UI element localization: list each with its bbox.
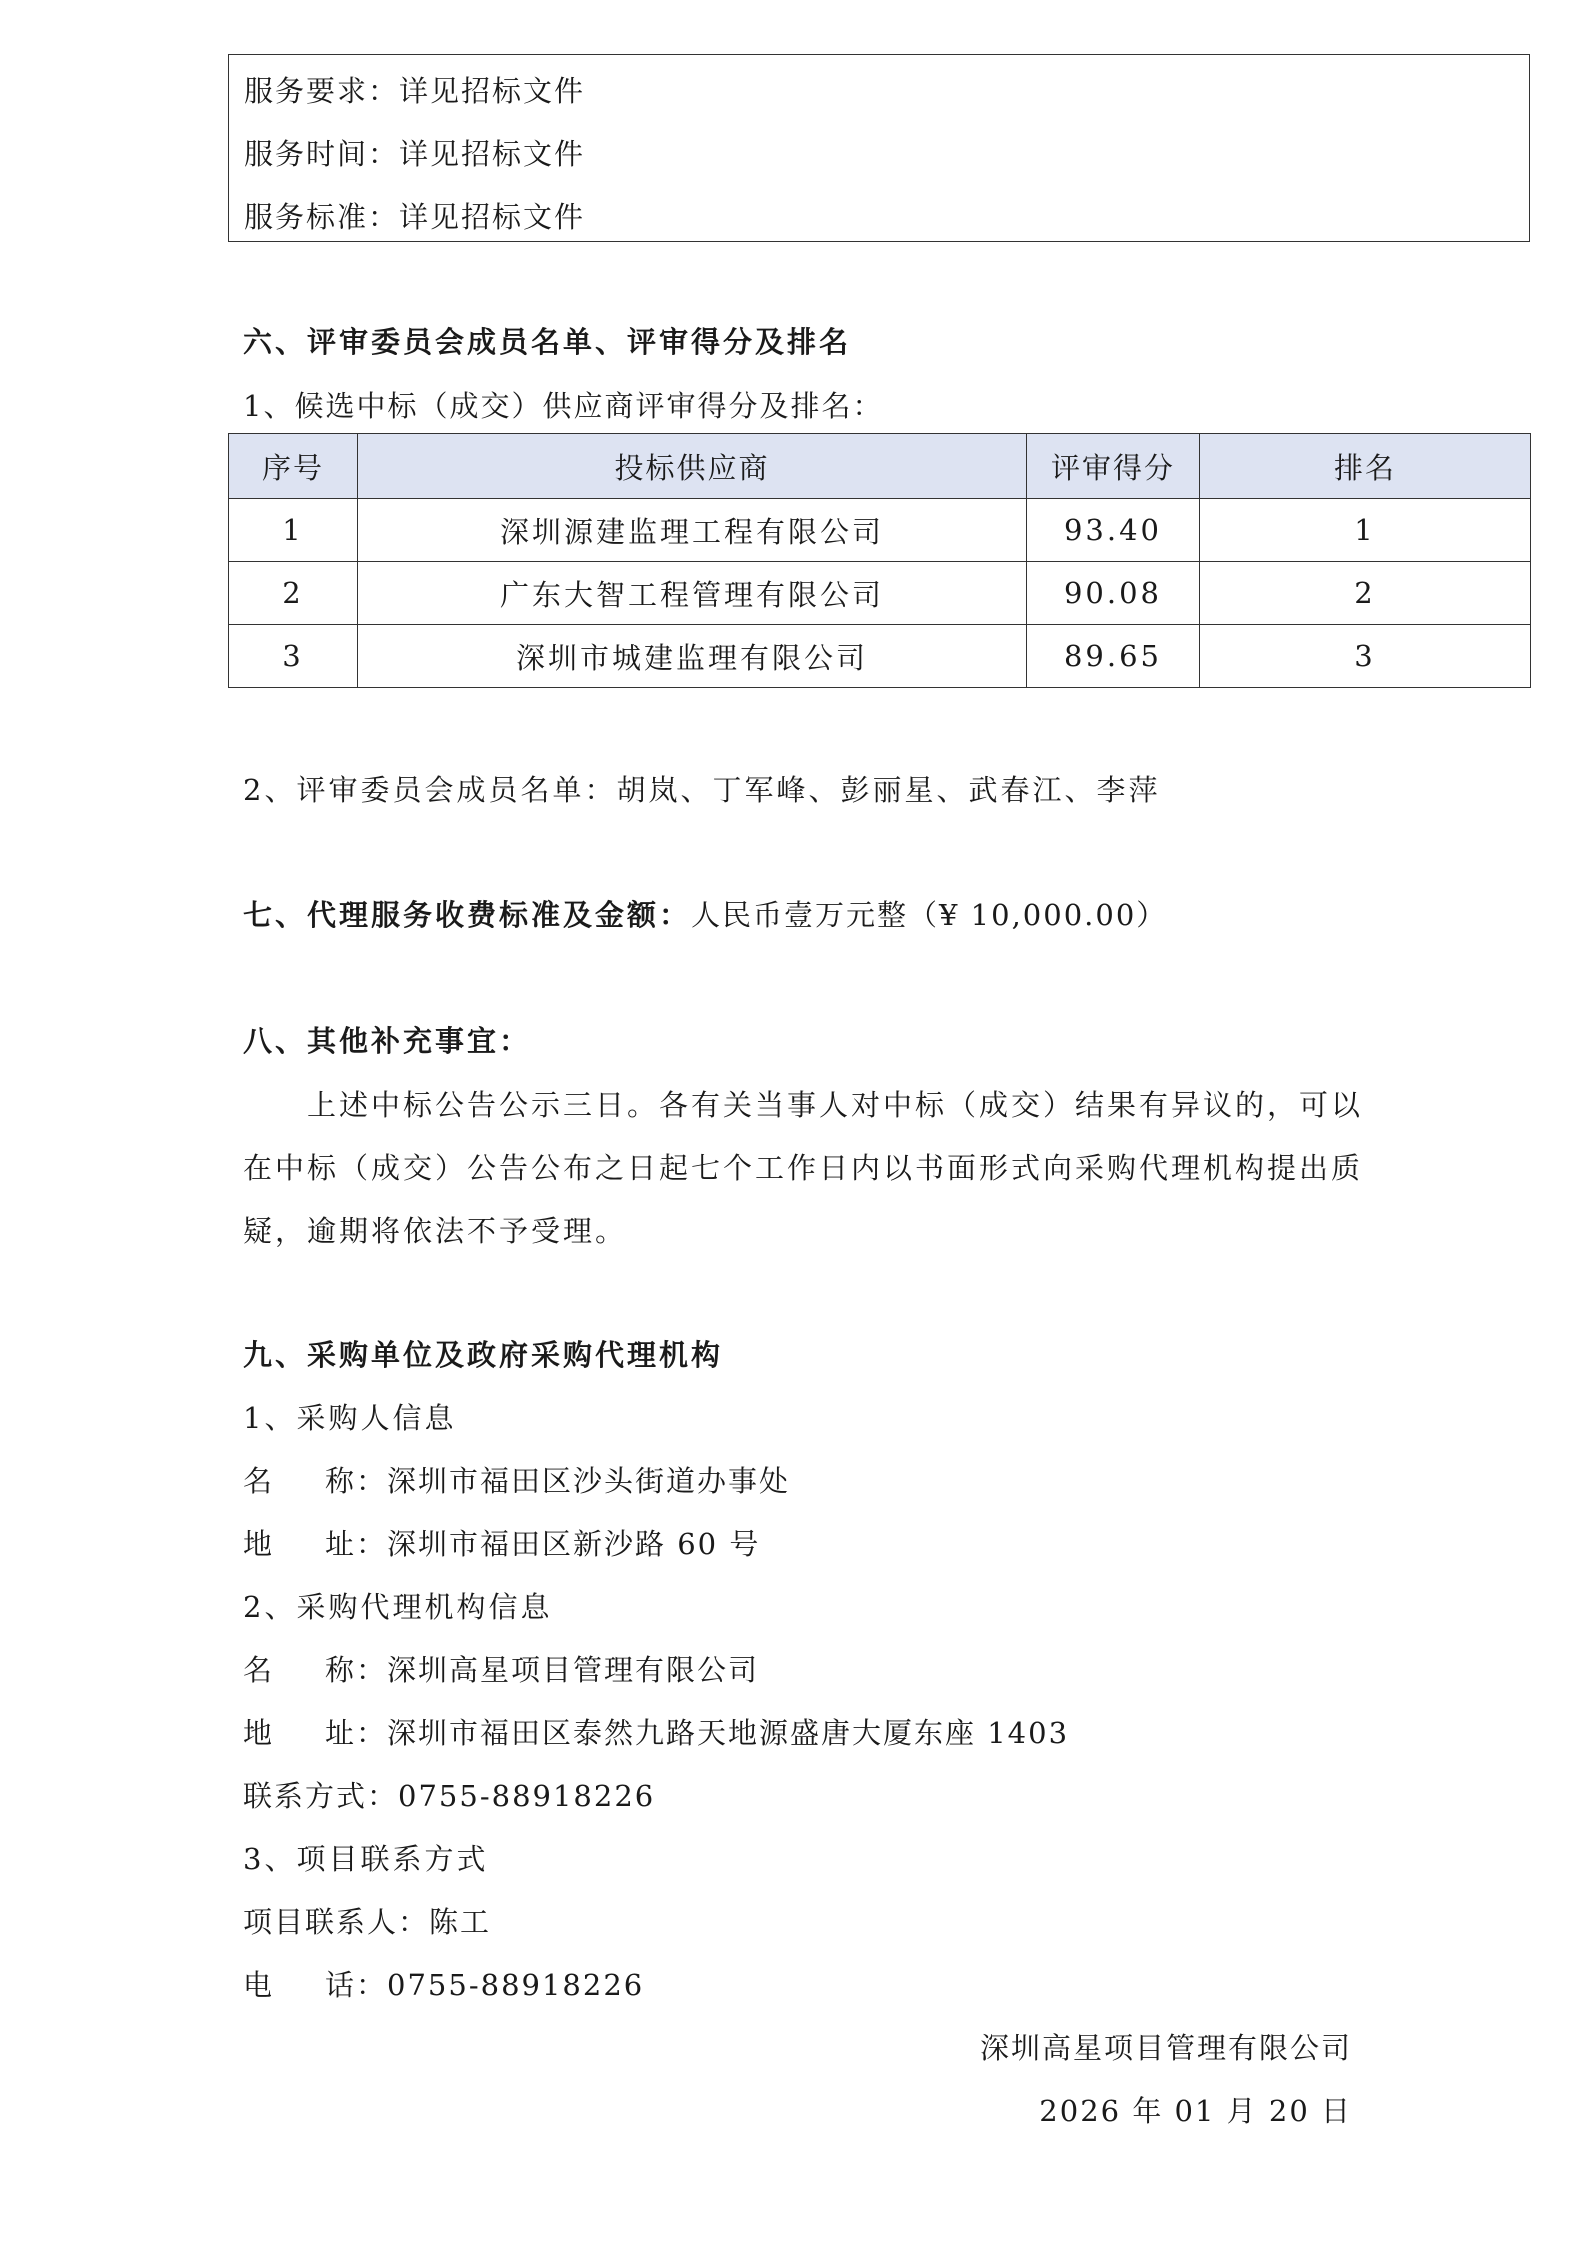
section7-title: 七、代理服务收费标准及金额： bbox=[243, 898, 692, 932]
cell-score: 90.08 bbox=[1027, 562, 1200, 625]
cell-rank: 3 bbox=[1200, 625, 1531, 688]
col-header-rank: 排名 bbox=[1200, 434, 1531, 499]
agency-heading: 2、采购代理机构信息 bbox=[243, 1590, 553, 1624]
cell-rank: 1 bbox=[1200, 499, 1531, 562]
label-char: 地 bbox=[243, 1716, 275, 1750]
project-phone-row bbox=[243, 1963, 644, 2004]
service-requirement-line: 服务要求：详见招标文件 bbox=[244, 74, 586, 108]
score-table-header-row bbox=[229, 434, 1531, 499]
agency-contact: 0755-88918226 bbox=[398, 1779, 656, 1813]
agency-address-row bbox=[243, 1711, 1069, 1752]
col-header-index: 序号 bbox=[229, 434, 358, 499]
signature-date: 2026 年 01 月 20 日 bbox=[1039, 2094, 1352, 2128]
service-info-box bbox=[228, 54, 1530, 242]
project-phone: 0755-88918226 bbox=[387, 1968, 645, 2002]
section8-para-line2: 在中标（成交）公告公布之日起七个工作日内以书面形式向采购代理机构提出质 bbox=[243, 1151, 1364, 1185]
label-char: 称： bbox=[325, 1464, 388, 1498]
label-char: 名 bbox=[243, 1464, 275, 1498]
section8-para-line1: 上述中标公告公示三日。各有关当事人对中标（成交）结果有异议的，可以 bbox=[307, 1088, 1364, 1122]
table-row bbox=[229, 499, 1531, 562]
label-char: 址： bbox=[325, 1527, 388, 1561]
section6-title: 六、评审委员会成员名单、评审得分及排名 bbox=[243, 325, 852, 359]
cell-score: 93.40 bbox=[1027, 499, 1200, 562]
project-person-row bbox=[243, 1900, 491, 1941]
agency-contact-row bbox=[243, 1774, 655, 1815]
table-row bbox=[229, 562, 1531, 625]
section7-value: 人民币壹万元整（¥ 10,000.00） bbox=[691, 898, 1168, 932]
label-char: 电 bbox=[243, 1968, 275, 2002]
cell-supplier: 广东大智工程管理有限公司 bbox=[358, 562, 1027, 625]
purchaser-heading: 1、采购人信息 bbox=[243, 1401, 457, 1435]
purchaser-address: 深圳市福田区新沙路 60 号 bbox=[387, 1527, 761, 1561]
agency-name-row bbox=[243, 1648, 759, 1689]
cell-rank: 2 bbox=[1200, 562, 1531, 625]
cell-score: 89.65 bbox=[1027, 625, 1200, 688]
service-standard-line: 服务标准：详见招标文件 bbox=[244, 200, 586, 234]
label-char: 称： bbox=[325, 1653, 388, 1687]
label-char: 话： bbox=[325, 1968, 388, 2002]
label-char: 地 bbox=[243, 1527, 275, 1561]
purchaser-name: 深圳市福田区沙头街道办事处 bbox=[387, 1464, 791, 1498]
cell-index: 1 bbox=[229, 499, 358, 562]
agency-address: 深圳市福田区泰然九路天地源盛唐大厦东座 1403 bbox=[387, 1716, 1070, 1750]
label-char: 名 bbox=[243, 1653, 275, 1687]
project-heading: 3、项目联系方式 bbox=[243, 1842, 489, 1876]
section6-sub2: 2、评审委员会成员名单：胡岚、丁军峰、彭丽星、武春江、李萍 bbox=[243, 773, 1161, 807]
section8-title: 八、其他补充事宜： bbox=[243, 1024, 532, 1058]
purchaser-address-row bbox=[243, 1522, 760, 1563]
agency-name: 深圳高星项目管理有限公司 bbox=[387, 1653, 760, 1687]
section6-sub1: 1、候选中标（成交）供应商评审得分及排名： bbox=[243, 389, 884, 423]
label-char: 址： bbox=[325, 1716, 388, 1750]
table-row bbox=[229, 625, 1531, 688]
col-header-score: 评审得分 bbox=[1027, 434, 1200, 499]
signature-company: 深圳高星项目管理有限公司 bbox=[979, 2031, 1352, 2065]
col-header-supplier: 投标供应商 bbox=[358, 434, 1027, 499]
score-table bbox=[228, 433, 1531, 688]
service-time-line: 服务时间：详见招标文件 bbox=[244, 137, 586, 171]
project-person: 陈工 bbox=[429, 1905, 492, 1939]
section8-para-line3: 疑，逾期将依法不予受理。 bbox=[243, 1214, 628, 1248]
agency-contact-label: 联系方式： bbox=[243, 1779, 399, 1813]
project-person-label: 项目联系人： bbox=[243, 1905, 430, 1939]
cell-index: 2 bbox=[229, 562, 358, 625]
cell-supplier: 深圳市城建监理有限公司 bbox=[358, 625, 1027, 688]
cell-index: 3 bbox=[229, 625, 358, 688]
cell-supplier: 深圳源建监理工程有限公司 bbox=[358, 499, 1027, 562]
section7-line bbox=[243, 893, 1167, 934]
purchaser-name-row bbox=[243, 1459, 790, 1500]
section9-title: 九、采购单位及政府采购代理机构 bbox=[243, 1338, 724, 1372]
